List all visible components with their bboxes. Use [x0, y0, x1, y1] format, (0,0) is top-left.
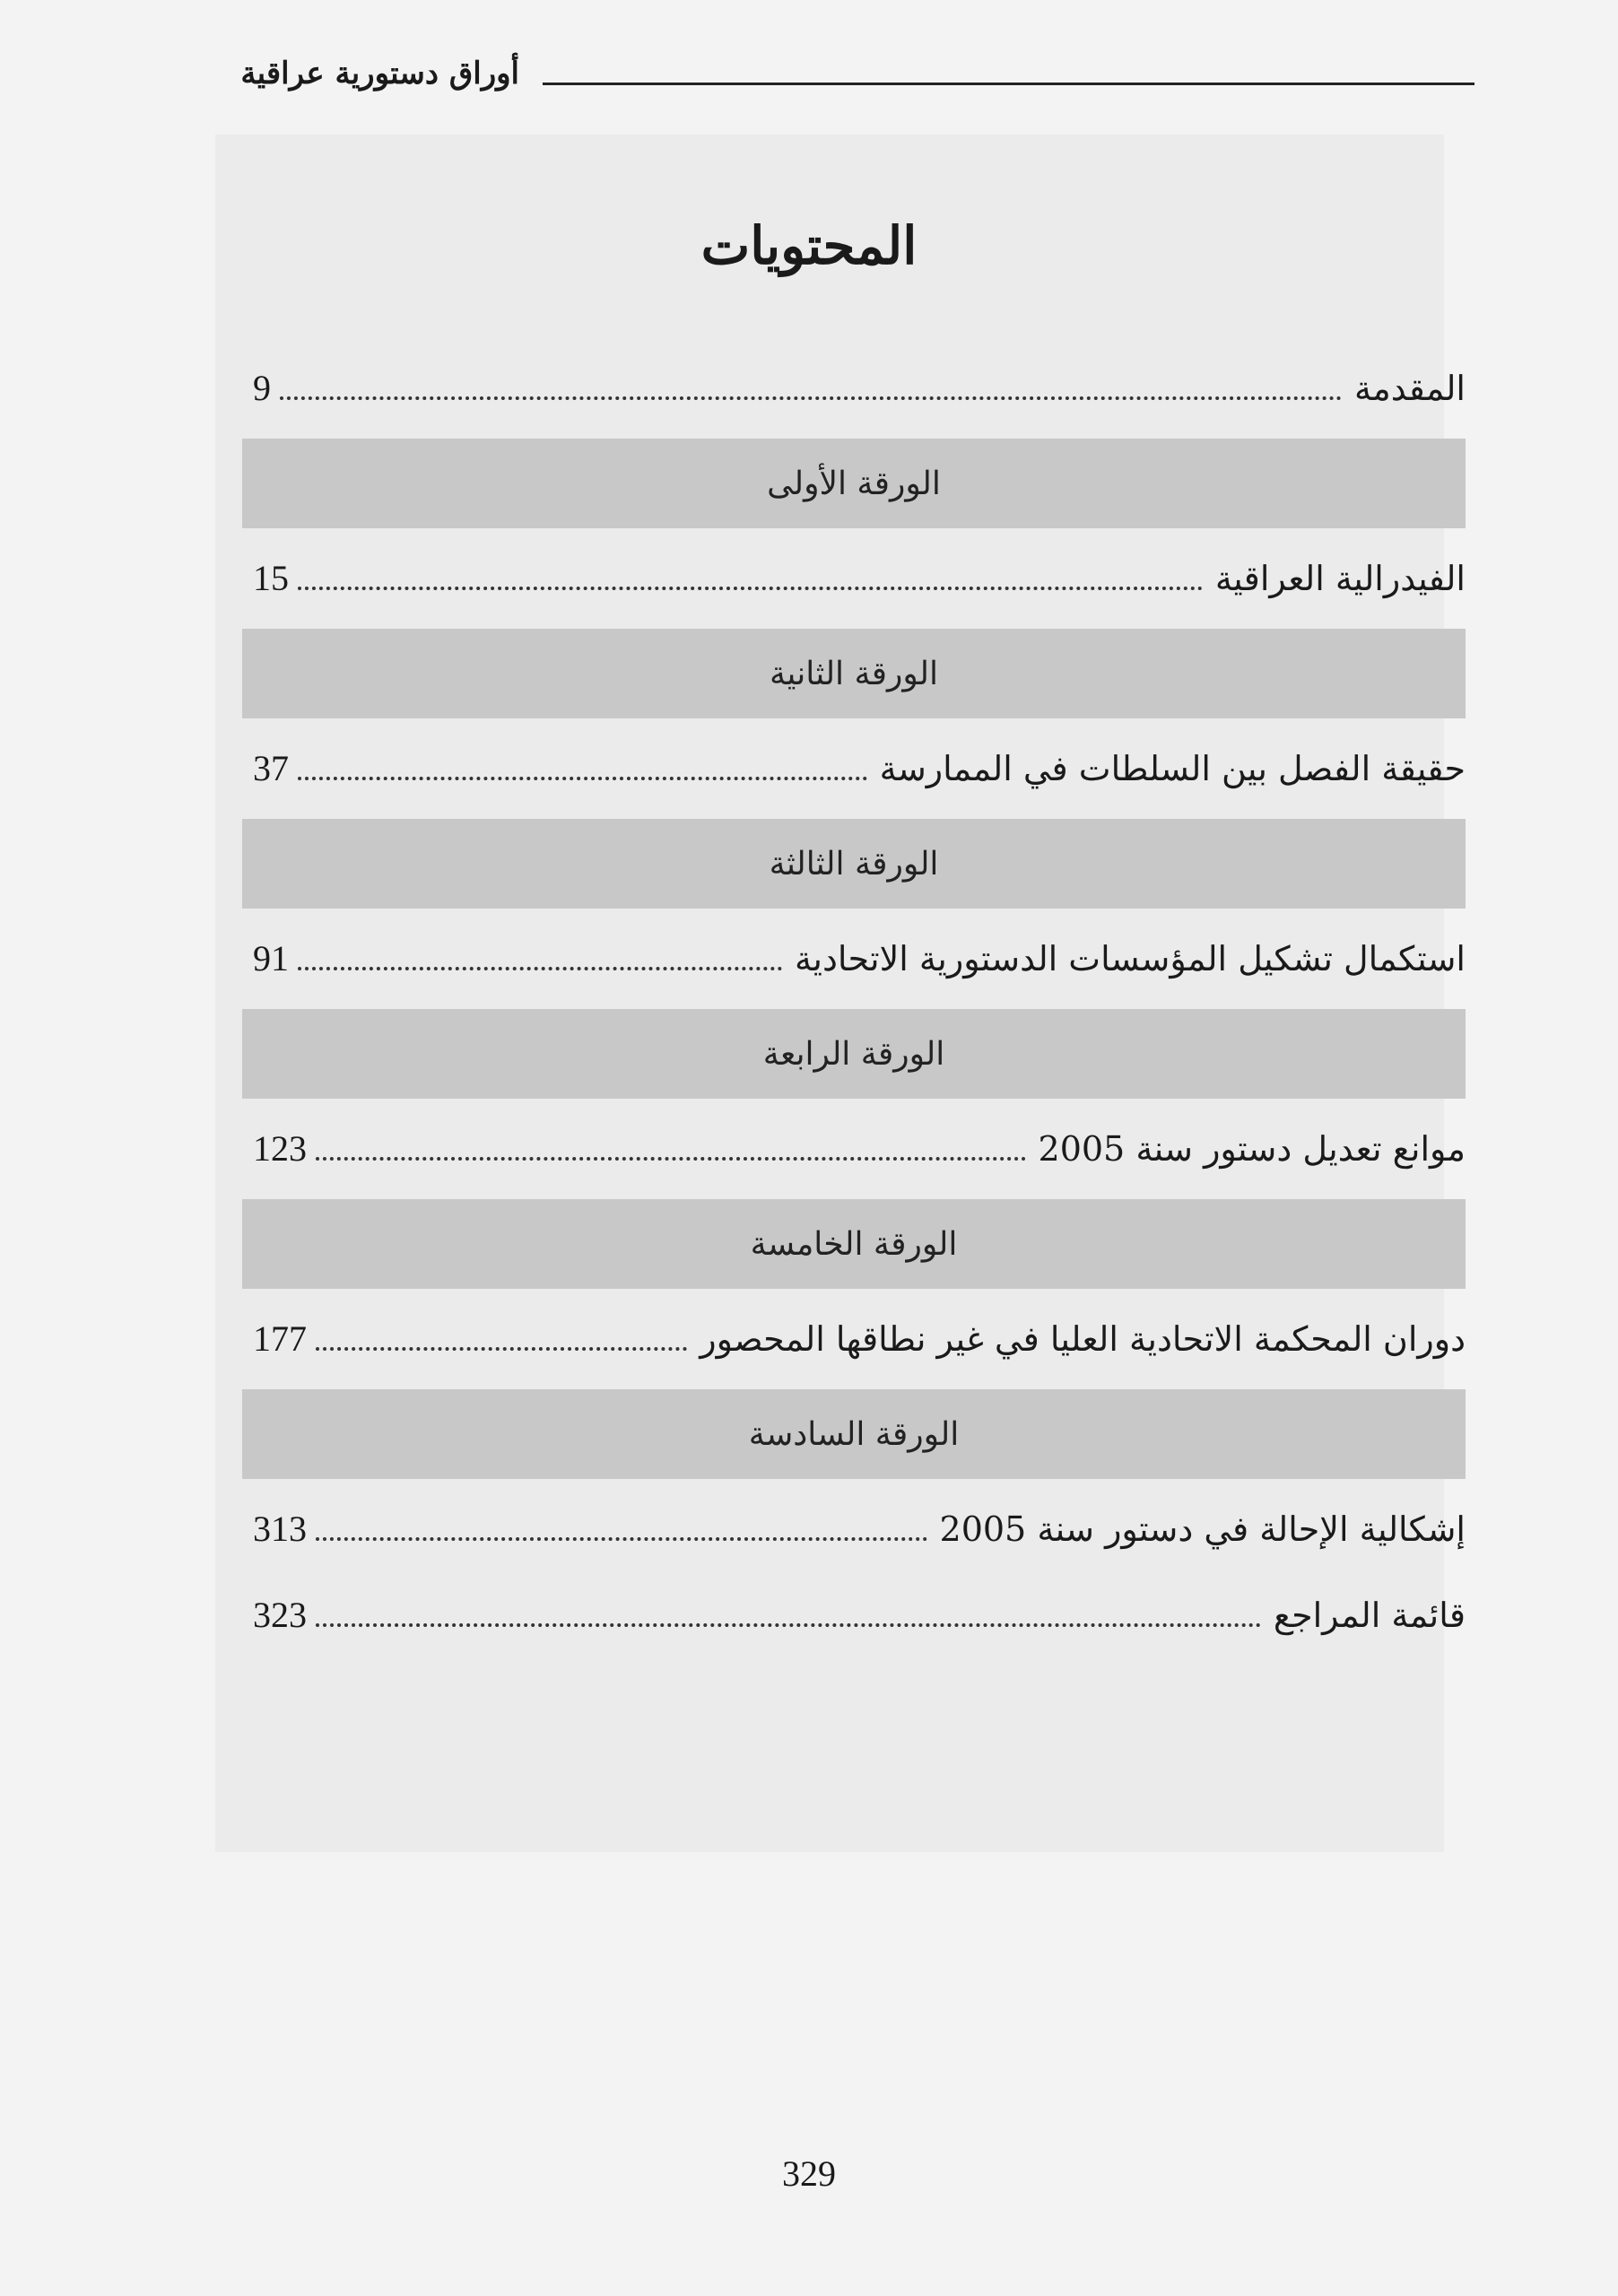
toc-entry-title: المقدمة [1353, 369, 1466, 408]
header-rule [543, 83, 1474, 85]
toc-entry-page: 9 [253, 368, 271, 408]
dot-leader [298, 777, 867, 780]
paper-banner-3: الورقة الثالثة [242, 819, 1466, 909]
toc-entry-title: إشكالية الإحالة في دستور سنة 2005 [939, 1509, 1466, 1549]
paper-banner-4: الورقة الرابعة [242, 1009, 1466, 1099]
dot-leader [298, 587, 1203, 590]
toc-entry-page: 323 [253, 1595, 307, 1635]
toc-entry-title: حقيقة الفصل بين السلطات في الممارسة [879, 749, 1466, 788]
toc-entry-page: 123 [253, 1128, 307, 1169]
toc-entry-page: 91 [253, 938, 289, 978]
running-header [0, 54, 1618, 108]
toc-entry-title: استكمال تشكيل المؤسسات الدستورية الاتحادية [795, 939, 1466, 978]
toc-entry-title: دوران المحكمة الاتحادية العليا في غير نطاقها المحصور [700, 1319, 1466, 1359]
paper-banner-2: الورقة الثانية [242, 629, 1466, 718]
toc-entry-paper-5[interactable] [242, 1296, 1466, 1382]
toc-entry-paper-2[interactable] [242, 726, 1466, 812]
toc-title: المحتويات [700, 215, 918, 276]
toc-entry-title: قائمة المراجع [1273, 1596, 1466, 1635]
toc-entry-paper-6[interactable] [242, 1486, 1466, 1572]
dot-leader [298, 967, 782, 970]
toc-entry-title: الفيدرالية العراقية [1214, 559, 1466, 598]
table-of-contents [242, 345, 1466, 1658]
toc-entry-page: 15 [253, 558, 289, 598]
dot-leader [316, 1347, 687, 1351]
page-number: 329 [782, 2153, 836, 2194]
dot-leader [316, 1537, 927, 1541]
toc-entry-page: 37 [253, 748, 289, 788]
paper-banner-6: الورقة السادسة [242, 1389, 1466, 1479]
toc-entry-page: 313 [253, 1509, 307, 1549]
toc-entry-references[interactable] [242, 1572, 1466, 1658]
toc-entry-introduction[interactable] [242, 345, 1466, 431]
paper-banner-5: الورقة الخامسة [242, 1199, 1466, 1289]
toc-entry-paper-3[interactable] [242, 916, 1466, 1002]
toc-entry-title: موانع تعديل دستور سنة 2005 [1038, 1129, 1466, 1169]
dot-leader [316, 1623, 1261, 1627]
dot-leader [316, 1157, 1026, 1161]
toc-entry-paper-1[interactable] [242, 535, 1466, 622]
dot-leader [280, 396, 1342, 400]
toc-entry-page: 177 [253, 1318, 307, 1359]
paper-banner-1: الورقة الأولى [242, 439, 1466, 528]
running-header-title: أوراق دستورية عراقية [240, 56, 519, 91]
toc-entry-paper-4[interactable] [242, 1106, 1466, 1192]
